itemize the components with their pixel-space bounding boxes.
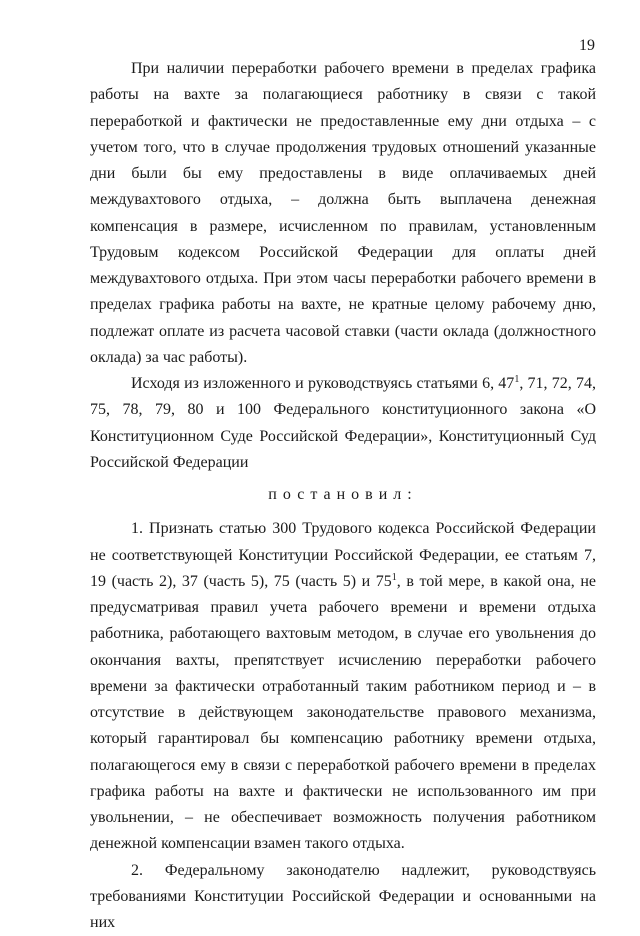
document-body: [90, 56, 596, 936]
article-superscript: 1: [392, 572, 397, 583]
decree-heading: постановил:: [90, 482, 596, 508]
legal-basis-text-start: Исходя из изложенного и руководствуясь статьями 6, 47: [131, 375, 514, 392]
legal-basis-text-end: , 71, 72, 74, 75, 78, 79, 80 и 100 Федерального конституционного закона «О Конституционном Суде Российской Федерации», Конституционный Суд Российской Федерации: [90, 375, 596, 471]
ruling-1-text-start: 1. Признать статью 300 Трудового кодекса Российской Федерации не соответствующей Конституции Российской Федерации, ее статьям 7, 19 (часть 2), 37 (часть 5), 75 (часть 5) и 75: [90, 520, 596, 590]
paragraph-legal-basis: [90, 371, 596, 476]
paragraph-ruling-1: [90, 516, 596, 857]
paragraph-compensation: При наличии переработки рабочего времени в пределах графика работы на вахте за полагающиеся работнику в связи с такой переработкой и фактически не предоставленные ему дни отдыха – с учетом того, что в случае продолжения трудовых отношений указанные дни были бы ему предоставлены в виде оплачиваемых дней междувахтового отдыха, – должна быть выплачена денежная компенсация в размере, исчисленном по правилам, установленным Трудовым кодексом Российской Федерации для оплаты дней междувахтового отдыха. При этом часы переработки рабочего времени в пределах графика работы на вахте, не кратные целому рабочему дню, подлежат оплате из расчета часовой ставки (части оклада (должностного оклада) за час работы).: [90, 56, 596, 371]
page-number: 19: [579, 36, 595, 56]
paragraph-ruling-2: 2. Федеральному законодателю надлежит, руководствуясь требованиями Конституции Российской Федерации и основанными на них: [90, 858, 596, 936]
ruling-1-text-end: , в той мере, в какой она, не предусматривая правил учета рабочего времени и времени отдыха работника, работающего вахтовым методом, в случае его увольнения до окончания вахты, препятствует исчислению переработки рабочего времени за фактически отработанный таким работником период и – в отсутствие в действующем законодательстве правового механизма, который гарантировал бы компенсацию работнику времени отдыха, полагающегося ему в связи с переработкой рабочего времени в пределах графика работы на вахте и фактически не использованного им при увольнении, – не обеспечивает возможность получения работником денежной компенсации взамен такого отдыха.: [90, 573, 596, 853]
article-superscript: 1: [514, 374, 519, 385]
